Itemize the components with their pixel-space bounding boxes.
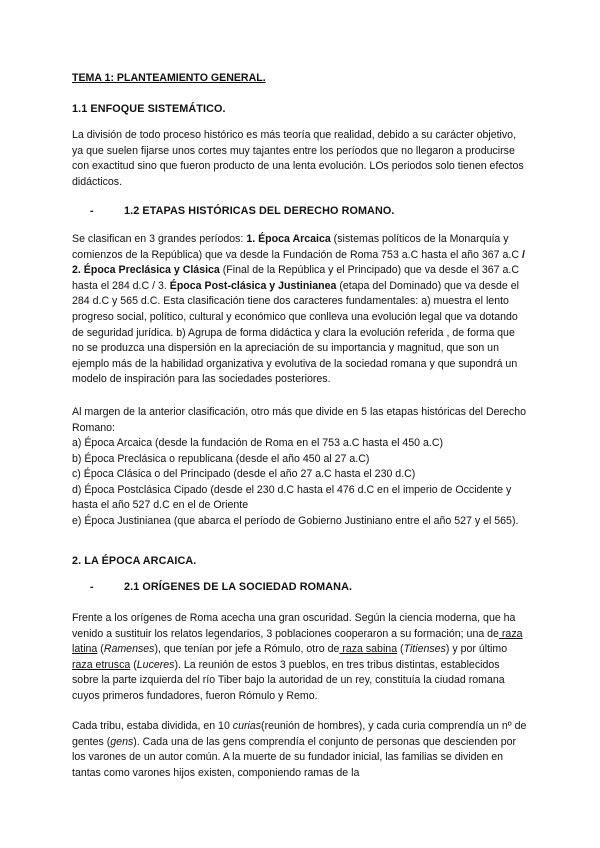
text-run: ), que tenían por jefe a Rómulo, otro de [154,643,340,656]
list-item: a) Época Arcaica (desde la fundación de Roma en el 753 a.C hasta el 450 a.C) [72,437,444,449]
section-1-2-heading-line [72,204,528,220]
text-run: Frente a los orígenes de Roma acecha una gran oscuridad. Según la ciencia moderna, que ha venido a sustituir los relatos legendarios, 3 poblaciones cooperaron a su formación; una de [72,612,516,640]
italic-run: Ramenses [103,643,155,656]
section-2-1-heading: 2.1 ORÍGENES DE LA SOCIEDAD ROMANA. [124,581,353,593]
italic-run: Luceres [136,658,175,671]
italic-run: Titienses [403,643,446,656]
text-run: (Final de la República y el Principado) que va desde el 367 a.C hasta el 284 d.C / 3. [72,264,519,292]
text-run: ( [97,643,104,656]
text-run: (reunión de hombres), y cada curia comprendía un nº de gentes ( [72,720,527,748]
bold-run: / 2. Época Preclásica y Clásica [72,248,525,277]
section-2-1-heading-line [72,580,528,596]
list-item: c) Época Clásica o del Principado (desde el año 27 a.C hasta el 230 d.C) [72,468,416,481]
periods-list [72,436,528,530]
underlined-run: raza sabina [339,643,398,656]
text-run: ). Cada una de las gens comprendía el conjunto de personas que descienden por los varones de un autor común. A la muerte de su fundador inicial, las familias se dividen en tantas como varones hijos existen, componiendo ramas de la [72,735,517,779]
underlined-run: raza latina [72,627,523,656]
text-run: (etapa del Dominado) que va desde el 284 d.C y 565 d.C. Esta clasificación tiene dos caracteres fundamentales: a) muestra el lento progreso social, político, cultural y económico que conlleva una evolución legal que va dotando de seguridad jurídica. b) Agrupa de forma didáctica y clara la evolución referida , de forma que no se produzca una dispersión en la apreciación de su importancia y magnitud, que son un ejemplo más de la habilidad organizativa y evolutiva de la sociedad romana y que supondrá un modelo de inspiración para las sociedades posteriores. [72,279,519,386]
text-run: ). La reunión de estos 3 pueblos, en tres tribus distintas, establecidos sobre la parte izquierda del río Tiber bajo la autoridad de un rey, constituía la ciudad romana cuyos primeros fundadores, fueron Rómulo y Remo. [72,658,505,702]
section-2-1-paragraph-1 [72,611,528,705]
italic-run: gens [110,735,134,748]
section-2-heading: 2. LA ÉPOCA ARCAICA. [72,555,197,567]
section-1-1-paragraph: La división de todo proceso histórico es más teoría que realidad, debido a su carácter objetivo, ya que suelen fijarse unos cortes muy tajantes entre los períodos que no llegaron a producirse con exactitud sino que fueron producto de una lenta evolución. LOs periodos solo tienen efectos didácticos. [72,129,524,188]
bold-run: Época Post-clásica y Justinianea [169,279,337,292]
doc-title: TEMA 1: PLANTEAMIENTO GENERAL. [72,72,266,84]
list-item: e) Época Justinianea (que abarca el período de Gobierno Justiniano entre el año 527 y el 565). [72,514,519,527]
section-1-2-paragraph-2: Al margen de la anterior clasificación, otro más que divide en 5 las etapas históricas del Derecho Romano: [72,406,527,434]
bold-run: 1. Época Arcaica [246,233,331,245]
list-item: b) Época Preclásica o republicana (desde el año 450 al 27 a.C) [72,452,370,465]
italic-run: curias [232,720,262,732]
bullet-dash: - [90,205,94,217]
section-1-1-heading: 1.1 ENFOQUE SISTEMÁTICO. [72,103,226,115]
list-item: d) Época Postclásica Cipado (desde el 230 d.C hasta el 476 d.C en el imperio de Occidente y hasta el año 527 d.C en el de Oriente [72,483,512,512]
text-run: ( [130,658,137,671]
text-run: Se clasifican en 3 grandes períodos: [72,233,247,245]
section-2-1-paragraph-2 [72,719,528,781]
section-1-2-heading: 1.2 ETAPAS HISTÓRICAS DEL DERECHO ROMANO. [124,205,395,217]
text-run: Cada tribu, estaba dividida, en 10 [72,720,233,732]
text-run: (sistemas políticos de la Monarquía y comienzos de la República) que va desde la Fundación de Roma 753 a.C hasta el año 367 a.C [72,233,522,261]
text-run: ) y por último [445,643,508,656]
text-run: ( [397,643,404,656]
section-1-2-paragraph-1 [72,232,528,388]
underlined-run: raza etrusca [72,658,131,671]
bullet-dash: - [90,581,94,593]
